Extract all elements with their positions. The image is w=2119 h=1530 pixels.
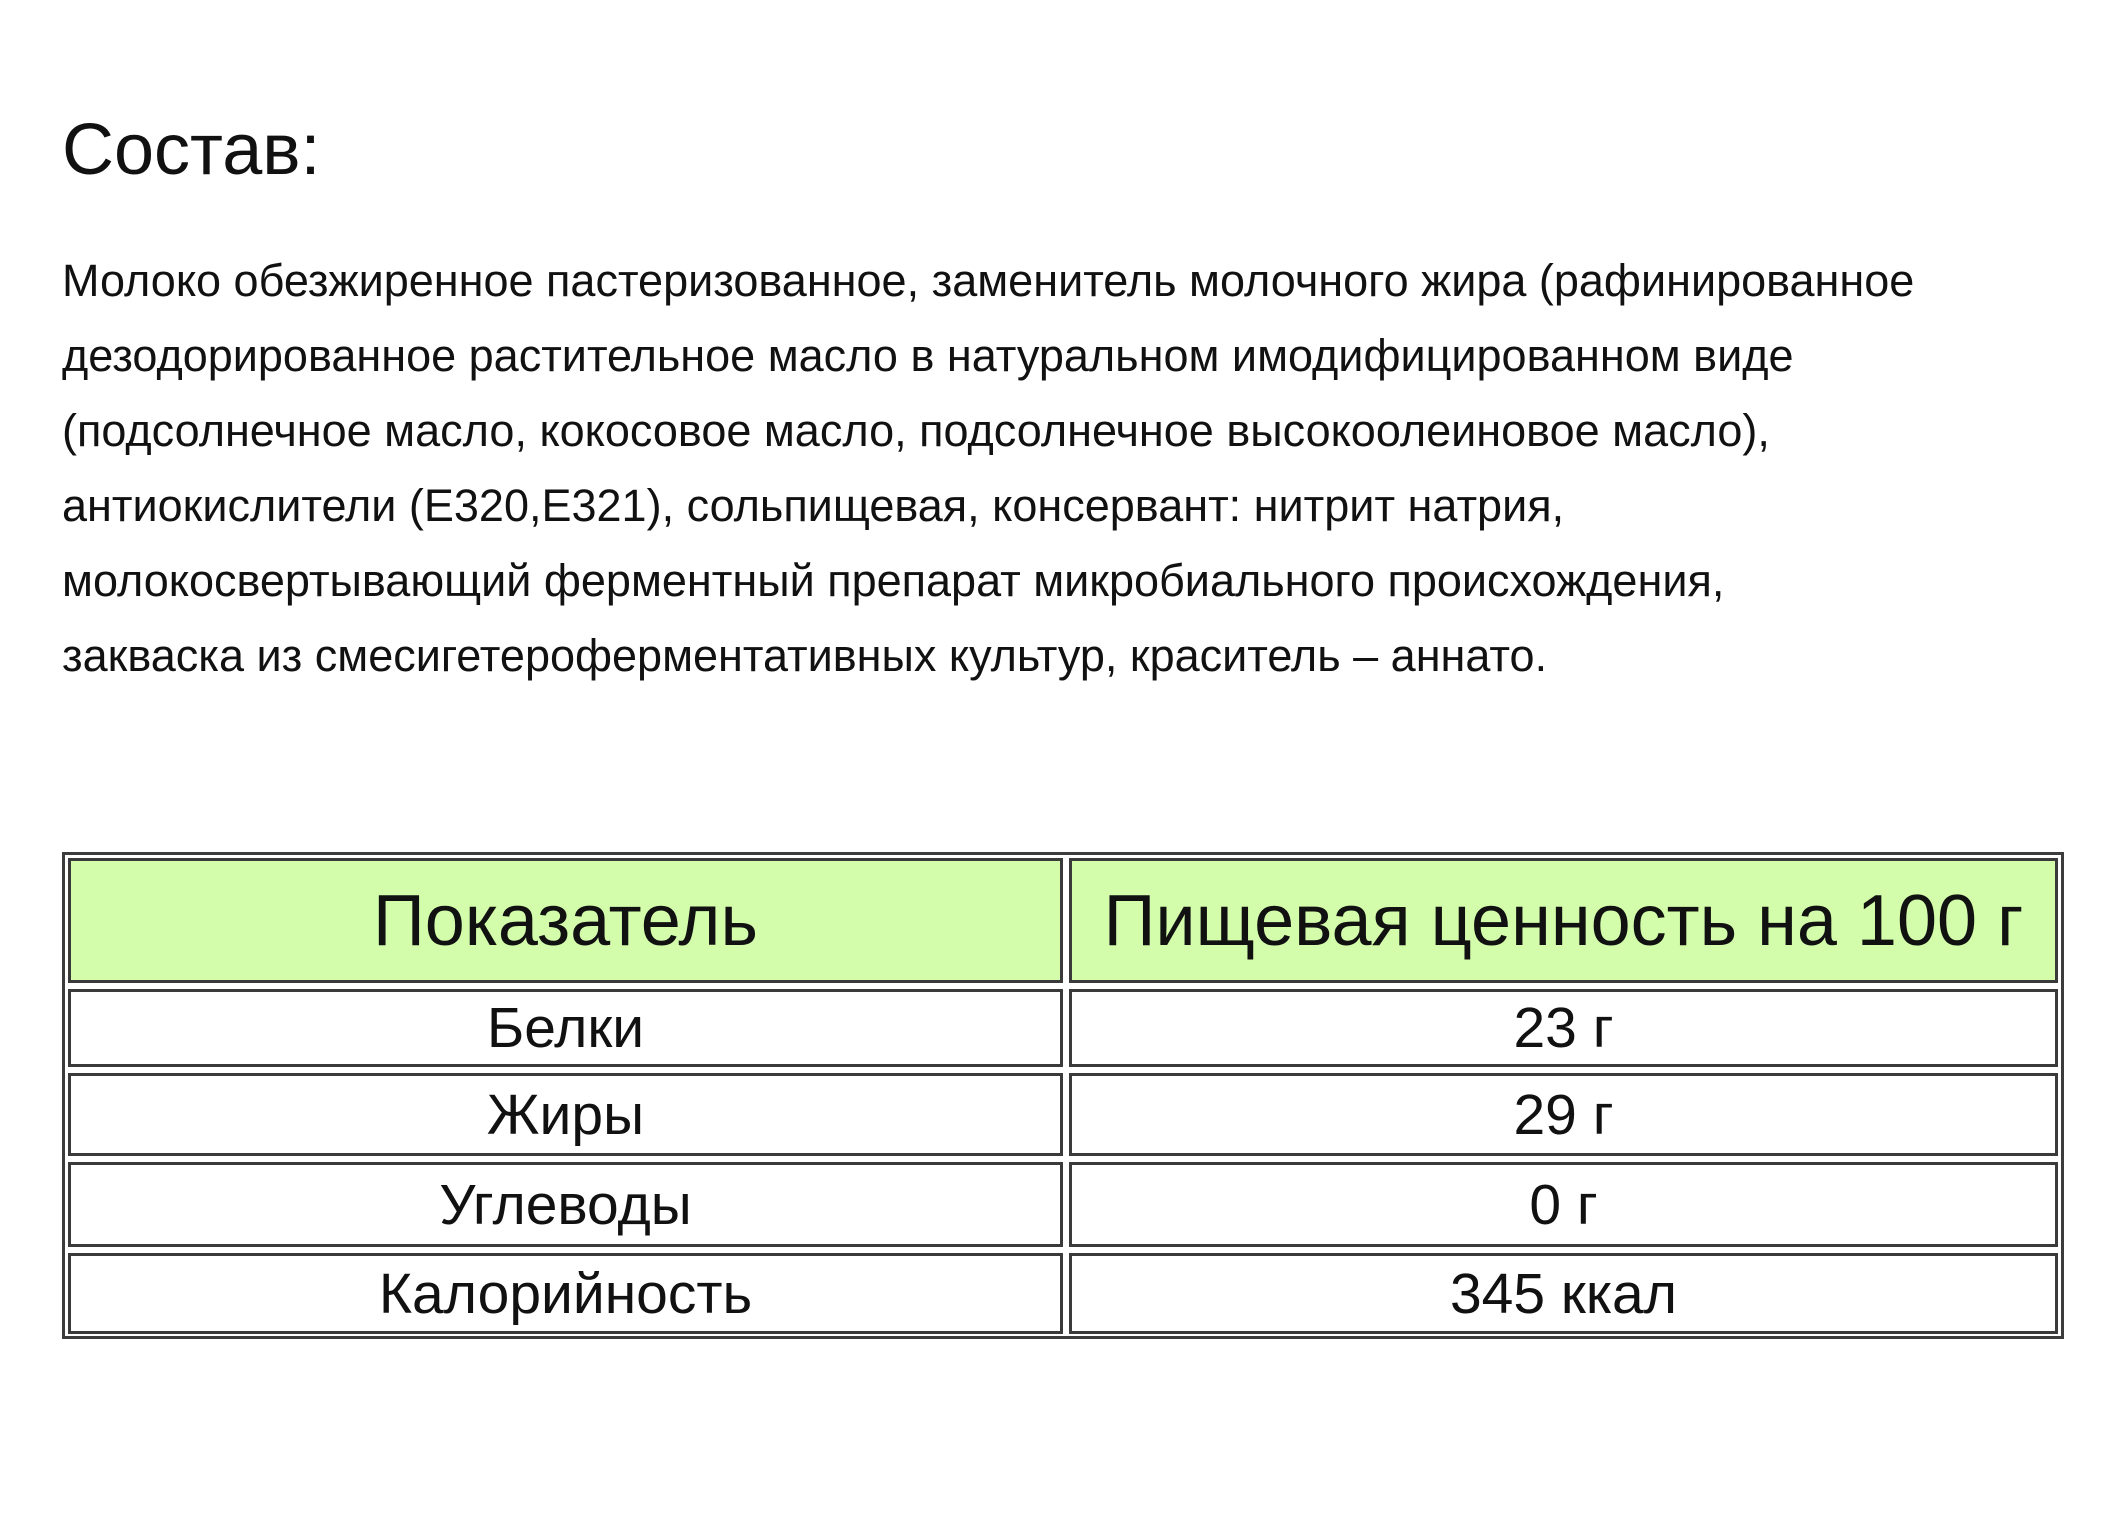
row-calories-label: Калорийность [68,1253,1063,1334]
row-protein-value: 23 г [1069,989,2058,1067]
header-nutritional-value: Пищевая ценность на 100 г [1069,858,2058,983]
ingredients-line: молокосвертывающий ферментный препарат микробиального происхождения, [62,555,1725,606]
row-protein-label: Белки [68,989,1063,1067]
nutrition-table [62,852,2064,1339]
ingredients-line: закваска из смесигетероферментативных культур, краситель – аннато. [62,630,1548,681]
row-carbs-label: Углеводы [68,1162,1063,1247]
row-fat-label: Жиры [68,1073,1063,1156]
row-fat-value: 29 г [1069,1073,2058,1156]
composition-title: Состав: [62,110,321,190]
ingredients-text [62,243,2082,693]
ingredients-line: (подсолнечное масло, кокосовое масло, подсолнечное высокоолеиновое масло), [62,405,1770,456]
ingredients-line: Молоко обезжиренное пастеризованное, заменитель молочного жира (рафинированное [62,255,1915,306]
ingredients-line: дезодорированное растительное масло в натуральном имодифицированном виде [62,330,1794,381]
row-calories-value: 345 ккал [1069,1253,2058,1334]
header-indicator: Показатель [68,858,1063,983]
ingredients-line: антиокислители (Е320,Е321), сольпищевая, консервант: нитрит натрия, [62,480,1565,531]
row-carbs-value: 0 г [1069,1162,2058,1247]
